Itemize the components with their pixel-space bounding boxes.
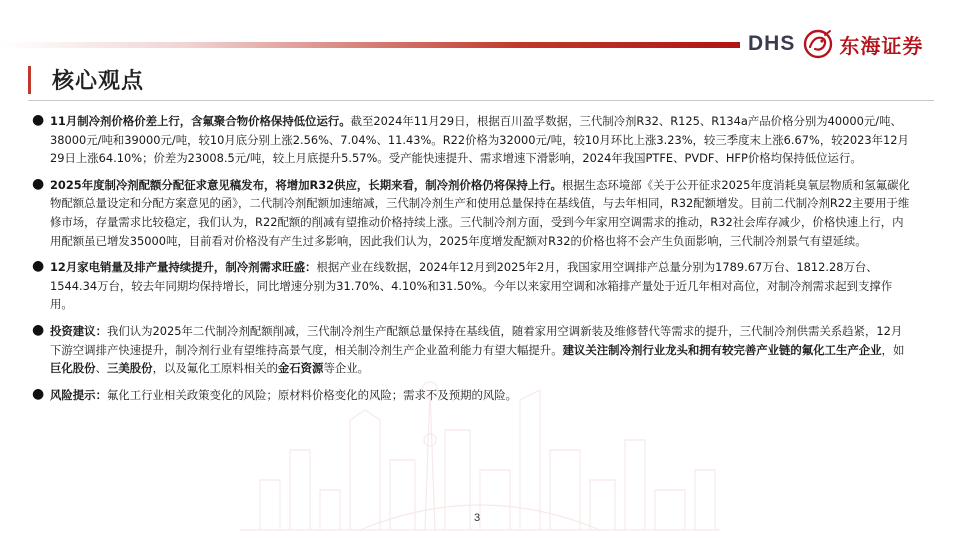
key-point-quota [30,176,910,250]
title-accent-bar [28,66,31,94]
bullet-dot-icon: ● [32,175,45,192]
key-point-demand [30,258,910,314]
page-title: 核心观点 [52,69,145,94]
investment-label: 投资建议： [50,323,107,338]
stock-juhua: 巨化股份 [50,361,96,376]
logo-dhs-text: DHS [748,32,796,55]
key-point-quota-headline: 2025年度制冷剂配额分配征求意见稿发布，将增加R32供应，长期来看，制冷剂价格仍将保持上行。 [50,177,562,192]
investment-body: 我们认为2025年二代制冷剂配额削减，三代制冷剂生产配额总量保持在基线值，随着家用空调新装及维修替代等需求的提升，三代制冷剂供需关系趋紧，12月下游空调排产快速提升，制冷剂行业有望维持高景气度，相关制冷剂生产企业盈利能力有望大幅提升。 [50,323,903,357]
investment-connector-4: 等企业。 [323,361,370,376]
stock-jinshi: 金石资源 [277,361,324,376]
investment-connector-1: ，如 [881,342,905,357]
key-point-risk-text [50,388,517,402]
key-point-price-text [50,114,909,165]
key-point-demand-body: 根据产业在线数据，2024年12月到2025年2月，我国家用空调排产总量分别为1789.67万台、1812.28万台、1544.34万台，较去年同期均保持增长，同比增速分别为31.70%、4.10%和31.50%。今年以来家用空调和冰箱排产量处于近几年相对高位，对制冷剂需求起到支撑作用。 [50,260,893,312]
key-point-price-headline: 11月制冷剂价格价差上行，含氟聚合物价格保持低位运行。 [50,114,351,128]
key-point-investment-text [50,324,904,375]
bullet-dot-icon: ● [32,258,45,275]
bullet-dot-icon: ● [32,385,45,402]
key-point-demand-headline: 12月家电销量及排产量持续提升，制冷剂需求旺盛： [50,260,317,275]
key-point-investment [30,322,910,378]
title-divider [28,100,934,101]
key-point-risk [30,386,910,405]
investment-connector-3: ，以及氟化工原料相关的 [152,361,278,376]
company-logo [748,26,923,62]
key-point-price-body: 截至2024年11月29日，根据百川盈孚数据，三代制冷剂R32、R125、R134a产品价格分别为40000元/吨、38000元/吨和39000元/吨，较10月底分别上涨2.56%、7.04%、11.43%。R22价格为32000元/吨，较10月环比上涨3.23%，较三季度末上涨6.67%，较2023年12月29日上涨64.10%；价差为23008.5元/吨，较上月底提升5.57%。受产能快速提升、需求增速下滑影响，2024年我国PTFE、PVDF、HFP价格均保持低位运行。 [50,114,909,166]
logo-cn-text: 东海证券 [839,33,924,58]
key-points-list [30,112,910,412]
dragon-emblem-icon [801,27,835,61]
bullet-dot-icon: ● [32,321,45,338]
key-point-price [30,112,910,168]
risk-body: 氟化工行业相关政策变化的风险；原材料价格变化的风险；需求不及预期的风险。 [106,387,518,402]
stock-sanmei: 三美股份 [106,361,153,376]
page-number: 3 [474,512,481,524]
investment-recommendation: 建议关注制冷剂行业龙头和拥有较完善产业链的氟化工生产企业 [562,342,882,357]
key-point-demand-text [50,260,892,311]
header-gradient-bar [0,42,740,48]
key-point-quota-body: 根据生态环境部《关于公开征求2025年度消耗臭氧层物质和氢氟碳化物配额总量设定和分配方案意见的函》，二代制冷剂配额加速缩减，三代制冷剂生产和使用总量保持在基线值，与去年相同，R32配额增发。目前二代制冷剂R22主要用于维修市场，存量需求比较稳定，我们认为，R22配额的削减有望推动价格持续上涨。三代制冷剂方面，受到今年家用空调需求的推动，R32社会库存减少，价格快速上行，内用配额虽已增发35000吨，目前看对价格没有产生过多影响，因此我们认为，2025年度增发配额对R32的价格也将不会产生负面影响，三代制冷剂景气有望延续。 [50,177,910,248]
investment-connector-2: 、 [95,361,107,376]
key-point-quota-text [50,178,910,248]
bullet-dot-icon: ● [32,112,45,128]
risk-label: 风险提示： [50,387,107,402]
